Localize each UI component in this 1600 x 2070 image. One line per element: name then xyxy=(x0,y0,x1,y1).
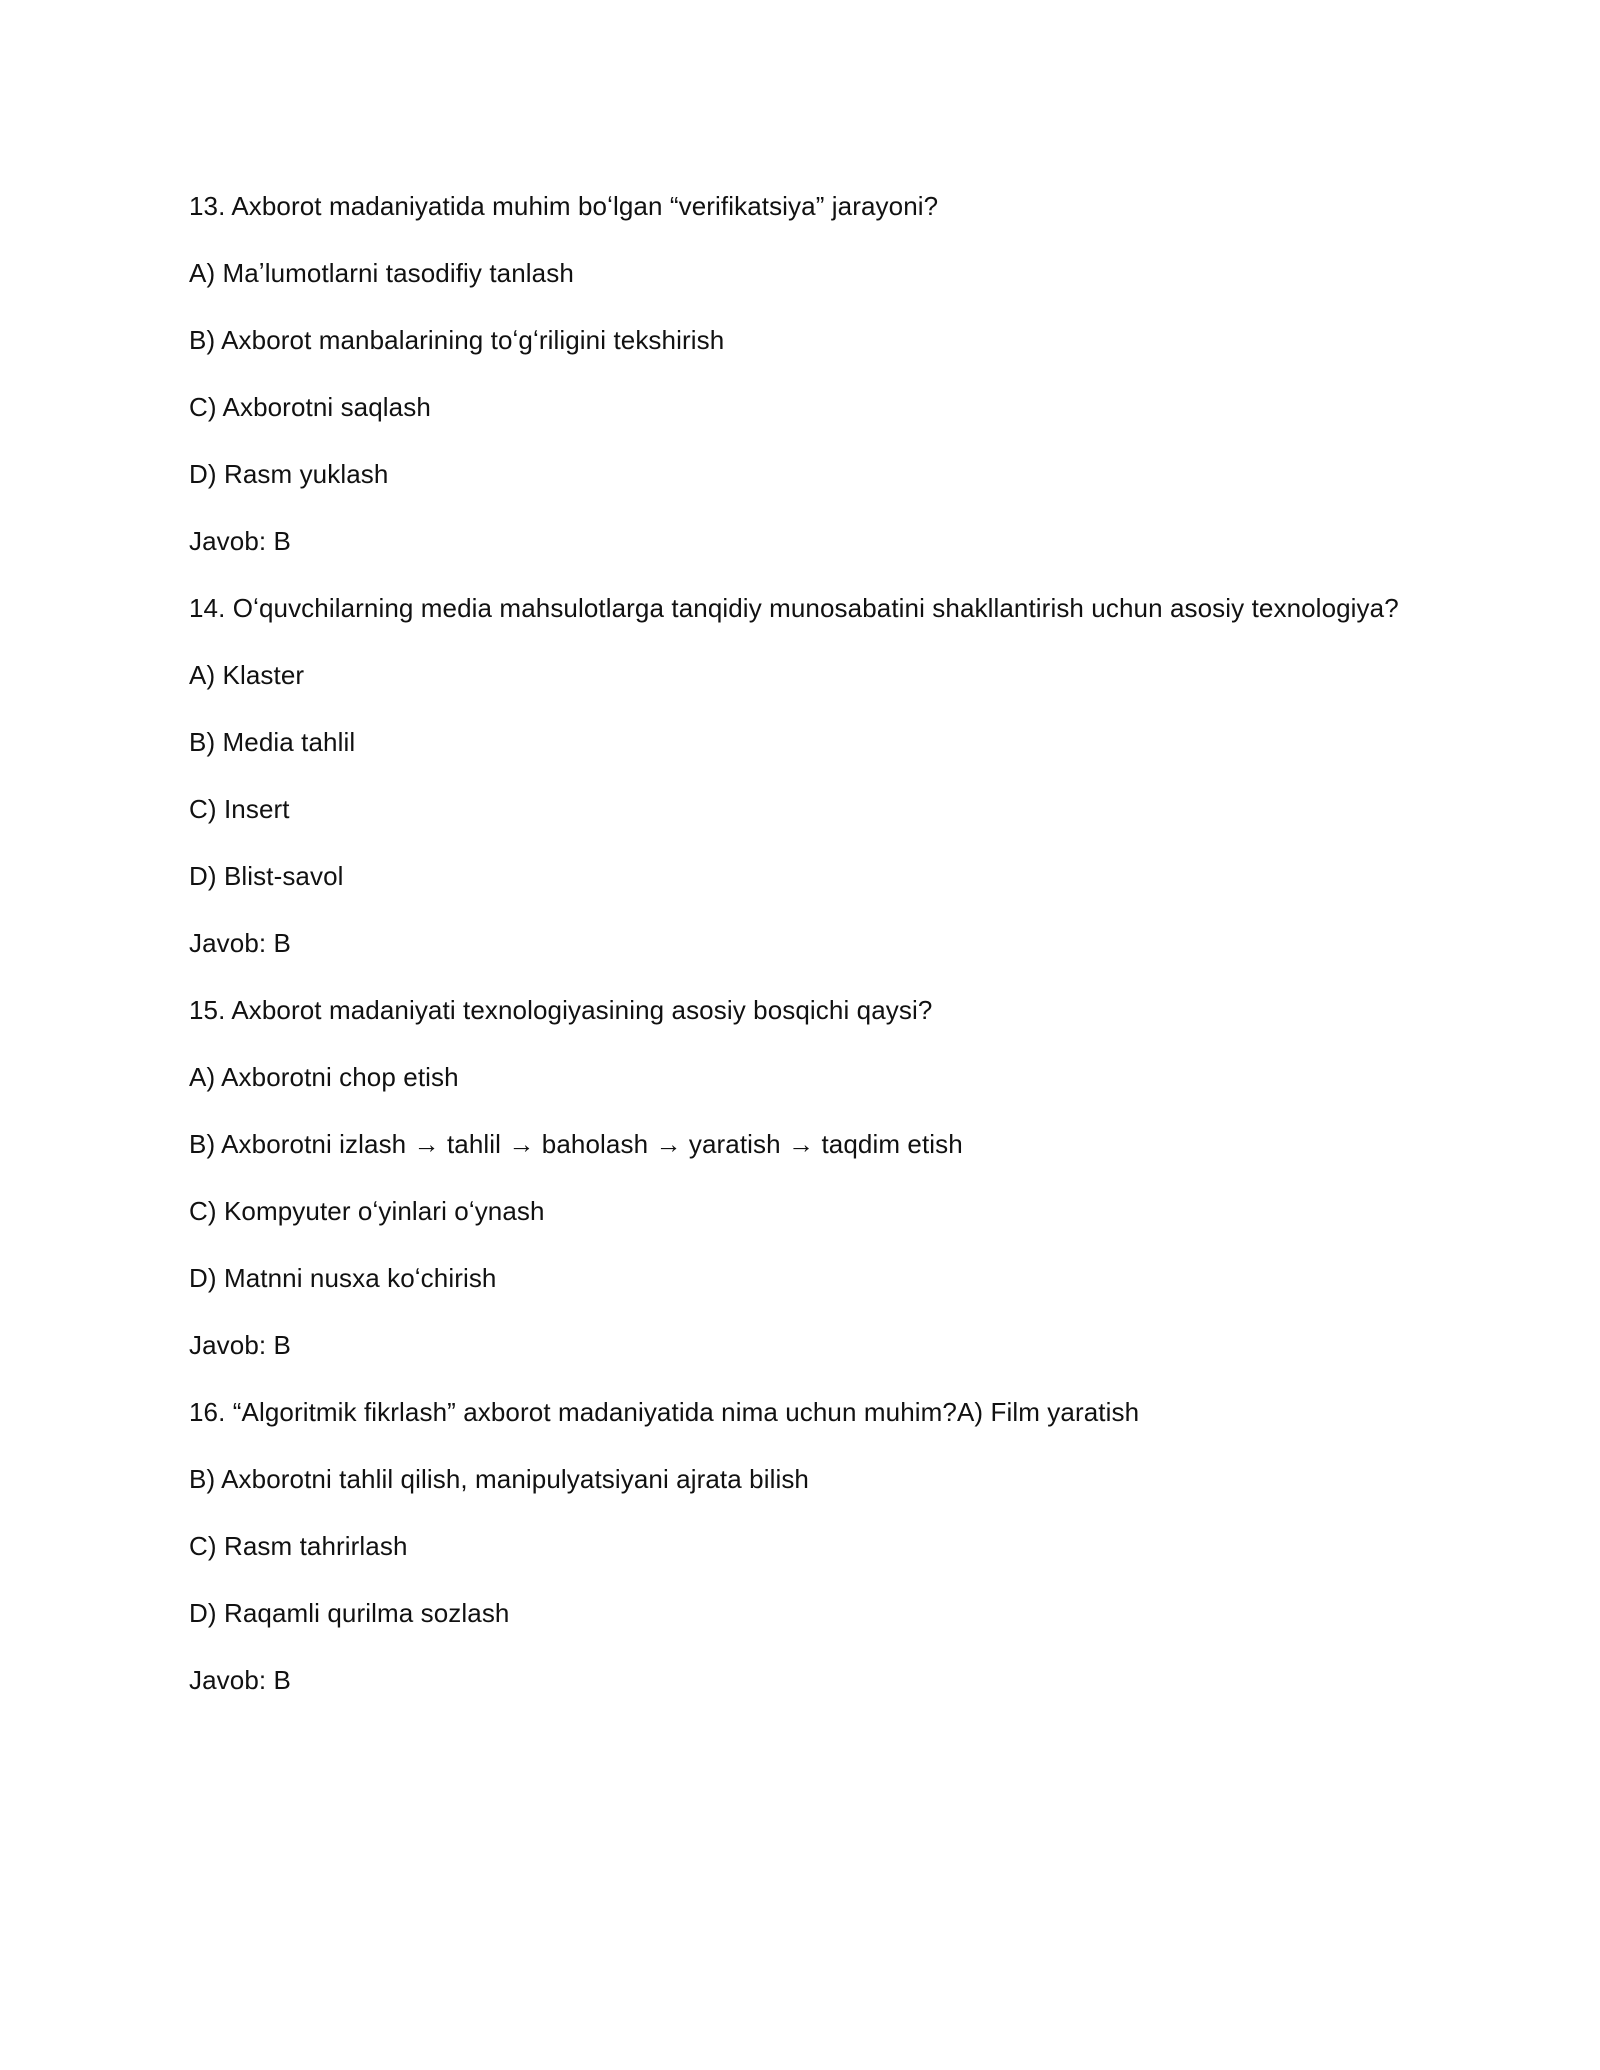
question-15-option-a: A) Axborotni chop etish xyxy=(189,1062,459,1092)
question-13-option-d: D) Rasm yuklash xyxy=(189,459,389,489)
question-15-answer: Javob: B xyxy=(189,1330,291,1360)
question-16-text: 16. “Algoritmik fikrlash” axborot madaniyatida nima uchun muhim?A) Film yaratish xyxy=(189,1397,1140,1427)
question-16-option-d: D) Raqamli qurilma sozlash xyxy=(189,1598,510,1628)
document-body xyxy=(189,185,1449,1726)
question-15-option-b: B) Axborotni izlash → tahlil → baholash → yaratish → taqdim etish xyxy=(189,1129,963,1159)
question-14-option-a: A) Klaster xyxy=(189,660,305,690)
question-15-option-d: D) Matnni nusxa koʻchirish xyxy=(189,1263,497,1293)
question-13-option-b: B) Axborot manbalarining toʻgʻriligini tekshirish xyxy=(189,325,725,355)
question-14-option-c: C) Insert xyxy=(189,794,290,824)
question-14-option-d: D) Blist-savol xyxy=(189,861,344,891)
question-13-option-c: C) Axborotni saqlash xyxy=(189,392,431,422)
question-13-answer: Javob: B xyxy=(189,526,291,556)
question-15-text: 15. Axborot madaniyati texnologiyasining asosiy bosqichi qaysi? xyxy=(189,995,933,1025)
question-14-option-b: B) Media tahlil xyxy=(189,727,356,757)
question-15-option-c: C) Kompyuter oʻyinlari oʻynash xyxy=(189,1196,545,1226)
question-16-option-c: C) Rasm tahrirlash xyxy=(189,1531,408,1561)
question-14-text: 14. Oʻquvchilarning media mahsulotlarga tanqidiy munosabatini shakllantirish uchun asosiy texnologiya? xyxy=(189,593,1399,623)
question-13-option-a: A) Maʼlumotlarni tasodifiy tanlash xyxy=(189,258,574,288)
question-16-answer: Javob: B xyxy=(189,1665,291,1695)
question-13-text: 13. Axborot madaniyatida muhim boʻlgan “verifikatsiya” jarayoni? xyxy=(189,191,939,221)
question-14-answer: Javob: B xyxy=(189,928,291,958)
question-16-option-b: B) Axborotni tahlil qilish, manipulyatsiyani ajrata bilish xyxy=(189,1464,809,1494)
